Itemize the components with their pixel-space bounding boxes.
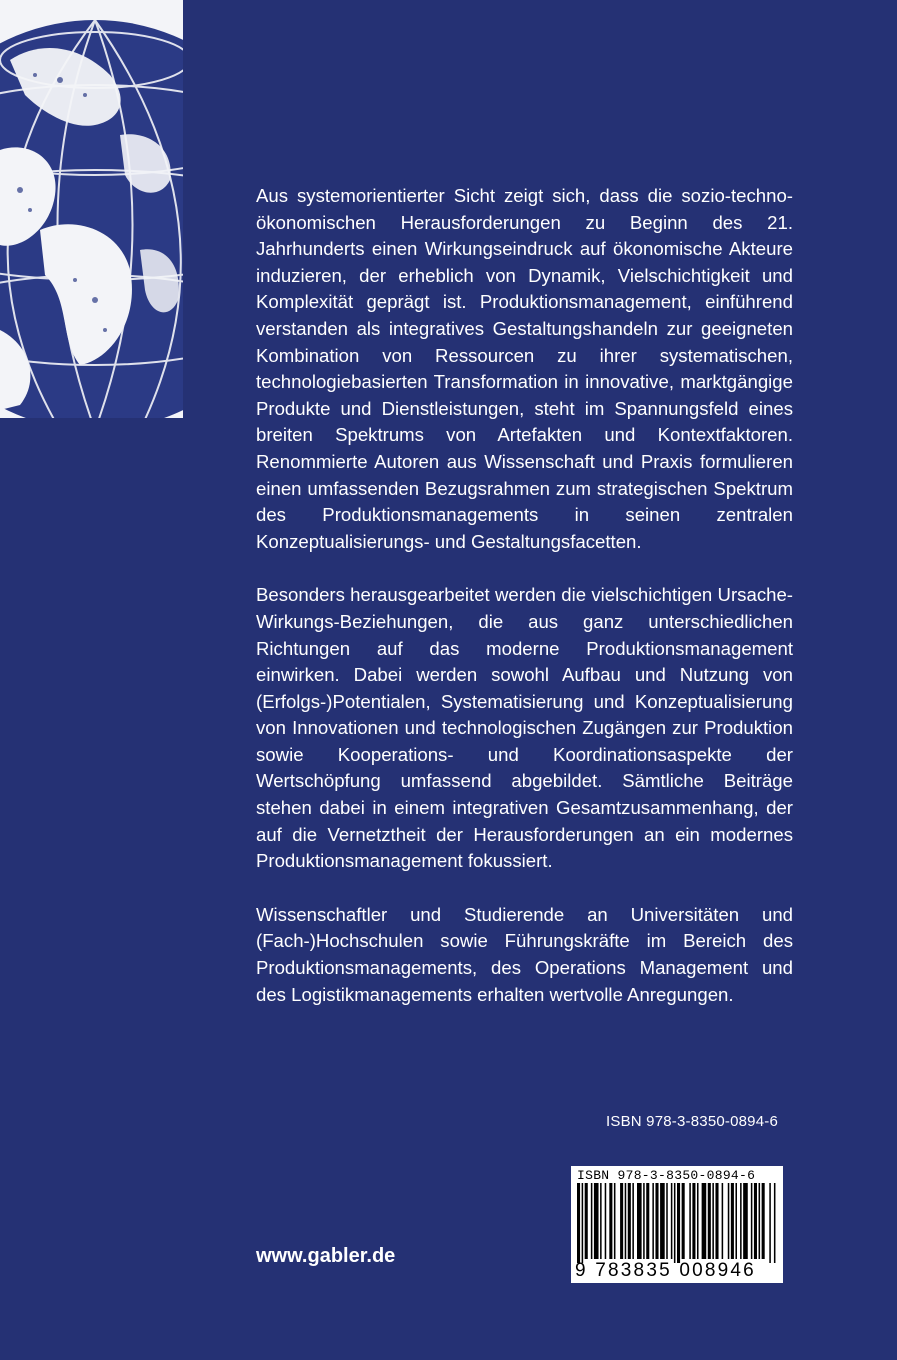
barcode-bar	[740, 1183, 742, 1259]
barcode-bar	[682, 1183, 685, 1259]
barcode-bar	[600, 1183, 602, 1259]
barcode-bar	[625, 1183, 627, 1259]
barcode-bar	[655, 1183, 658, 1259]
barcode-bar	[637, 1183, 642, 1259]
barcode-bar	[660, 1183, 665, 1259]
barcode-bar	[609, 1183, 612, 1259]
barcode-bar	[715, 1183, 718, 1259]
barcode-bar	[585, 1183, 588, 1259]
barcode-bar	[722, 1183, 724, 1259]
blurb-paragraph-2: Besonders herausgearbeitet werden die vielschichtigen Ursache-Wirkungs-Beziehungen, die aus ganz unterschiedlichen Richtungen auf das moderne Produktionsmanagement einwirken. Dabei werden sowohl Aufbau und Nutzung von (Erfolgs-)Potentialen, Systematisierung und Konzeptualisierung von Innovationen und technologischen Zugängen zur Produktion sowie Kooperations- und Koordinationsaspekte der Wertschöpfung umfassend abgebildet. Sämtliche Beiträge stehen dabei in einem integrativen Gesamtzusammenhang, der auf die Vernetztheit der Herausforderungen an ein modernes Produktionsmanagement fokussiert.	[256, 584, 793, 872]
barcode-bar	[712, 1183, 714, 1259]
barcode-bar	[689, 1183, 691, 1259]
barcode-bar	[652, 1183, 654, 1259]
barcode-bar	[769, 1183, 771, 1263]
barcode-bar	[708, 1183, 711, 1259]
barcode-bar	[646, 1183, 649, 1259]
barcode-bar	[632, 1183, 634, 1259]
barcode-bar	[751, 1183, 753, 1259]
barcode-bar	[697, 1183, 699, 1259]
barcode-bars-icon	[575, 1183, 779, 1263]
barcode-bar	[774, 1183, 776, 1263]
barcode-bar	[671, 1183, 673, 1259]
barcode-bar	[728, 1183, 730, 1259]
barcode-bar	[614, 1183, 616, 1259]
barcode-bar	[628, 1183, 631, 1259]
isbn-label: ISBN 978-3-8350-0894-6	[606, 1113, 779, 1130]
blurb-paragraph-3: Wissenschaftler und Studierende an Universitäten und (Fach-)Hochschulen sowie Führungskräfte im Bereich des Produktionsmanagements, des Operations Management und des Logistikmanagements erhalten wertvolle Anregungen.	[256, 903, 793, 1005]
barcode-bar	[620, 1183, 623, 1259]
barcode-isbn-label: ISBN 978-3-8350-0894-6	[577, 1168, 756, 1183]
barcode-bar	[702, 1183, 707, 1259]
barcode-bar	[759, 1183, 761, 1259]
barcode-bar	[731, 1183, 734, 1259]
barcode-bar	[692, 1183, 695, 1259]
barcode-bar	[594, 1183, 599, 1259]
barcode-bar	[754, 1183, 757, 1259]
barcode-bar	[591, 1183, 593, 1259]
barcode-bar	[605, 1183, 607, 1259]
blurb-paragraph-1: Aus systemorientierter Sicht zeigt sich, dass die sozio-techno-ökonomischen Herausforderungen zu Beginn des 21. Jahrhunderts einen Wirkungseindruck auf ökonomische Akteure induzieren, der erheblich von Dynamik, Vielschichtigkeit und Komplexität geprägt ist. Produktionsmanagement, einführend verstanden als integratives Gestaltungshandeln zur geeigneten Kombination von Ressourcen zu ihrer systematischen, technologiebasierten Transformation in innovative, marktgängige Produkte und Dienstleistungen, steht im Spannungsfeld eines breiten Spektrums von Artefakten und Kontextfaktoren. Renommierte Autoren aus Wissenschaft und Praxis formulieren einen umfassenden Bezugsrahmen zum strategischen Spektrum des Produktionsmanagements in seinen zentralen Konzeptualisierungs- und Gestaltungsfacetten.	[256, 185, 793, 552]
barcode-bar	[674, 1183, 676, 1263]
barcode-digits: 9 783835 008946	[575, 1260, 756, 1281]
barcode-bar	[762, 1183, 765, 1259]
globe-illustration-icon	[0, 0, 183, 418]
barcode-bar	[677, 1183, 680, 1263]
publisher-website: www.gabler.de	[256, 1245, 396, 1267]
blurb-text	[256, 183, 793, 1008]
barcode-bar	[582, 1183, 584, 1263]
barcode	[571, 1166, 783, 1283]
barcode-bar	[643, 1183, 645, 1259]
barcode-bar	[666, 1183, 668, 1259]
barcode-bar	[743, 1183, 748, 1259]
barcode-bar	[577, 1183, 580, 1263]
barcode-bar	[735, 1183, 737, 1259]
